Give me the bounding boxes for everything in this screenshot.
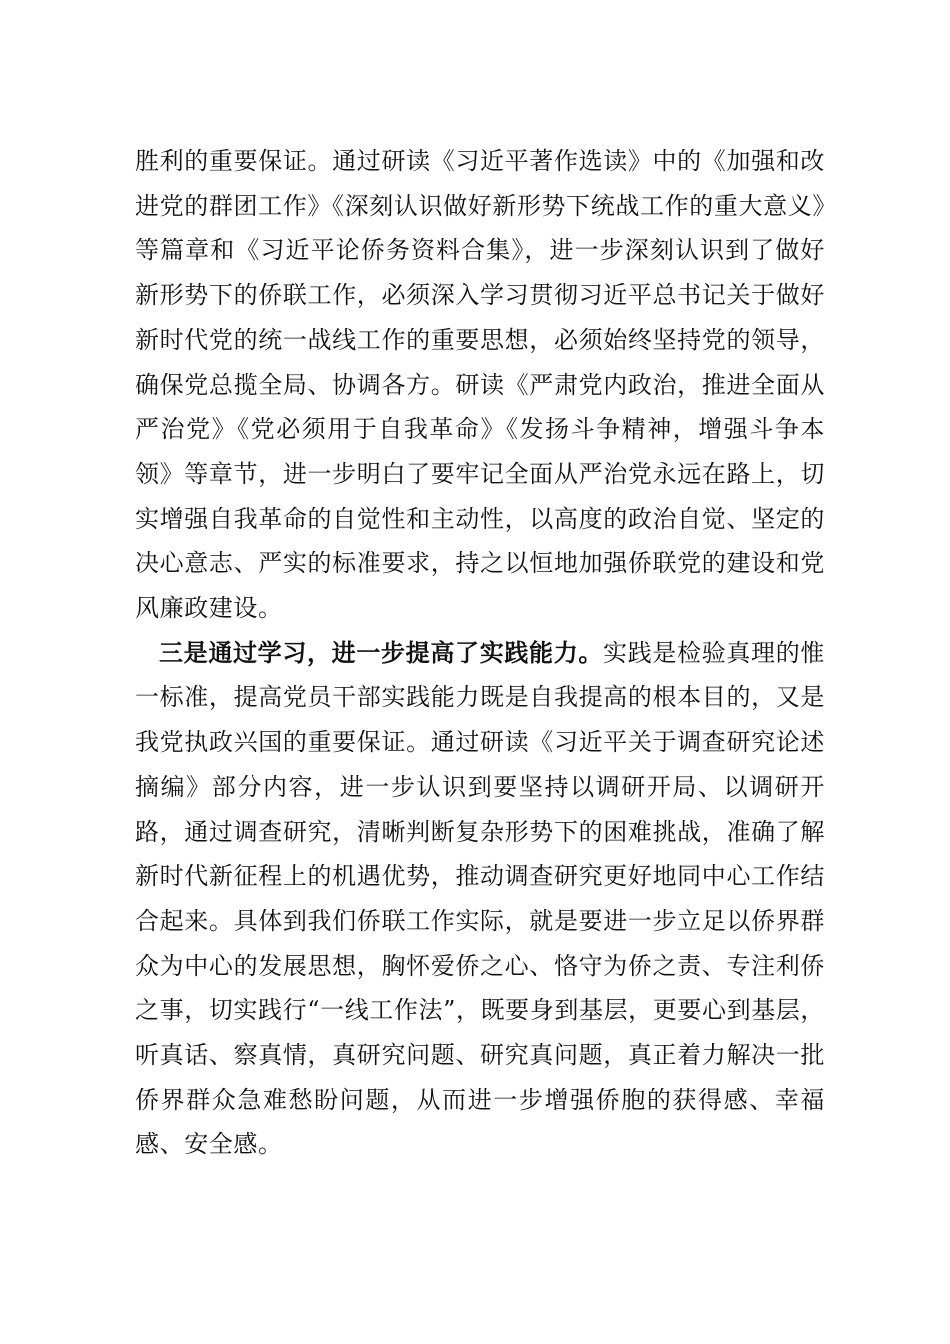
paragraph-text: 胜利的重要保证。通过研读《习近平著作选读》中的《加强和改进党的群团工作》《深刻认识做好新形势下统战工作的重大意义》等篇章和《习近平论侨务资料合集》，进一步深刻认识到了做好新形势下的侨联工作，必须深入学习贯彻习近平总书记关于做好新时代党的统一战线工作的重要思想，必须始终坚持党的领导，确保党总揽全局、协调各方。研读《严肃党内政治，推进全面从严治党》《党必须用于自我革命》《发扬斗争精神，增强斗争本领》等章节，进一步明白了要牢记全面从严治党永远在路上，切实增强自我革命的自觉性和主动性，以高度的政治自觉、坚定的决心意志、严实的标准要求，持之以恒地加强侨联党的建设和党风廉政建设。: [135, 147, 825, 623]
paragraph-continuation: [135, 139, 825, 631]
paragraph-practice-ability: [135, 631, 825, 1167]
paragraph-lead-heading: 三是通过学习，进一步提高了实践能力。: [159, 637, 604, 667]
paragraph-text: 实践是检验真理的惟一标准，提高党员干部实践能力既是自我提高的根本目的，又是我党执政兴国的重要保证。通过研读《习近平关于调查研究论述摘编》部分内容，进一步认识到要坚持以调研开局、以调研开路，通过调查研究，清晰判断复杂形势下的困难挑战，准确了解新时代新征程上的机遇优势，推动调查研究更好地同中心工作结合起来。具体到我们侨联工作实际，就是要进一步立足以侨界群众为中心的发展思想，胸怀爱侨之心、恪守为侨之责、专注利侨之事，切实践行“一线工作法”，既要身到基层，更要心到基层，听真话、察真情，真研究问题、研究真问题，真正着力解决一批侨界群众急难愁盼问题，从而进一步增强侨胞的获得感、幸福感、安全感。: [135, 638, 825, 1159]
document-body: [135, 139, 825, 1167]
